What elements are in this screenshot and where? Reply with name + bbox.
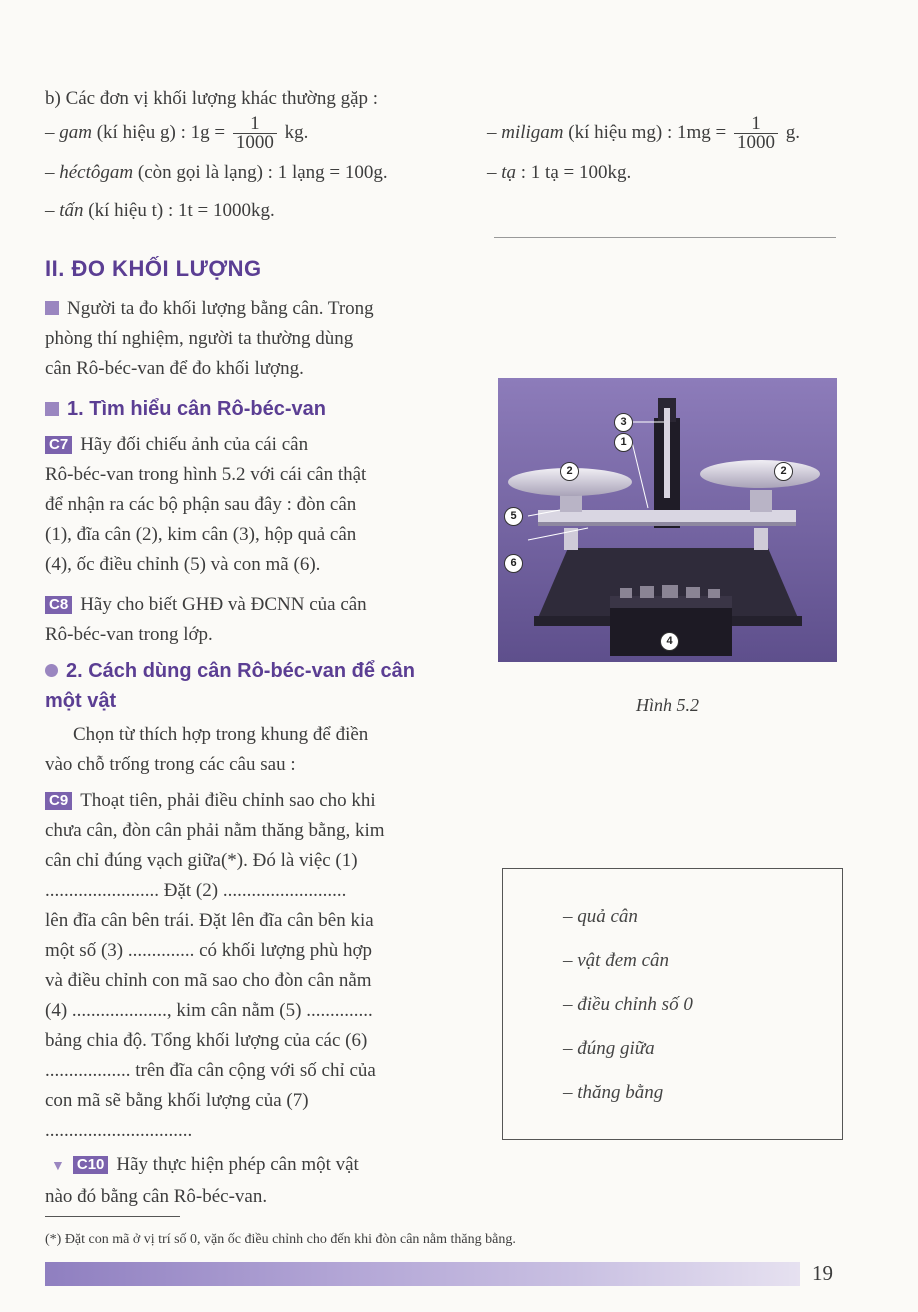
page-number: 19	[812, 1261, 833, 1285]
triangle-bullet-icon: ▼	[51, 1159, 65, 1174]
question-c8: C8 Hãy cho biết GHĐ và ĐCNN của cân Rô-béc-van trong lớp.	[45, 594, 367, 645]
c10-tag: C10	[73, 1156, 109, 1174]
bottom-band	[45, 1262, 800, 1286]
section-intro: Người ta đo khối lượng bằng cân. Trong phòng thí nghiệm, người ta thường dùng cân Rô-béc-van để đo khối lượng.	[45, 298, 374, 379]
callout-6: 6	[504, 554, 523, 573]
square-bullet-icon	[45, 301, 59, 315]
unit-ta: – tạ : 1 tạ = 100kg.	[487, 162, 632, 183]
unit-name: tấn	[59, 200, 84, 221]
word-item: – thăng bằng	[563, 1082, 664, 1103]
word-item: – điều chỉnh số 0	[563, 994, 693, 1015]
divider	[494, 237, 836, 238]
word-item: – quả cân	[563, 906, 638, 927]
fill-instructions: Chọn từ thích hợp trong khung để điền vào chỗ trống trong các câu sau :	[45, 724, 369, 775]
subsection-1-title: 1. Tìm hiểu cân Rô-béc-van	[45, 398, 326, 421]
question-c7: C7 Hãy đối chiếu ảnh của cái cân Rô-béc-van trong hình 5.2 với cái cân thật để nhận ra các bộ phận sau đây : đòn cân (1), đĩa cân (2), kim cân (3), hộp quả cân (4), ốc điều chỉnh (5) và con mã (6).	[45, 434, 367, 575]
callout-3: 3	[614, 413, 633, 432]
unit-hectogam: – héctôgam (còn gọi là lạng) : 1 lạng = 100g.	[45, 162, 388, 183]
section-title: II. ĐO KHỐI LƯỢNG	[45, 256, 262, 281]
unit-gam: – gam (kí hiệu g) : 1g = $\frac{1}{1000}$ kg.	[45, 113, 309, 154]
unit-name: gam	[59, 122, 92, 143]
question-c9: C9 Thoạt tiên, phải điều chỉnh sao cho khi chưa cân, đòn cân phải nằm thăng bằng, kim cân chỉ đúng vạch giữa(*). Đó là việc (1) ........................ Đặt (2) .......................... lên đĩa cân bên trái. Đặt lên đĩa cân bên kia một số (3) .............. có khối lượng phù hợp và điều chỉnh con mã sao cho đòn cân nằm (4) ...................., kim cân nằm (5) .............. bảng chia độ. Tổng khối lượng của các (6) .................. trên đĩa cân cộng với số chỉ của con mã sẽ bằng khối lượng của (7) ...............................	[45, 790, 385, 1141]
footnote-rule	[45, 1216, 180, 1217]
fraction: $\frac{1}{1000}$	[734, 115, 778, 152]
balance-photo	[498, 378, 837, 662]
fraction: $\frac{1}{1000}$	[233, 115, 277, 152]
callout-2-right: 2	[774, 462, 793, 481]
unit-name: tạ	[501, 162, 517, 183]
callout-1: 1	[614, 433, 633, 452]
units-intro: b) Các đơn vị khối lượng khác thường gặp :	[45, 88, 379, 109]
roberval-balance-illustration	[498, 378, 837, 662]
callout-2-left: 2	[560, 462, 579, 481]
c9-tag: C9	[45, 792, 72, 810]
unit-tan: – tấn (kí hiệu t) : 1t = 1000kg.	[45, 200, 275, 221]
word-box	[502, 868, 843, 1140]
callout-4: 4	[660, 632, 679, 651]
word-item: – đúng giữa	[563, 1038, 655, 1059]
unit-miligam: – miligam (kí hiệu mg) : 1mg = $\frac{1}{1000}$ g.	[487, 113, 800, 154]
callout-5: 5	[504, 507, 523, 526]
figure-caption: Hình 5.2	[636, 695, 699, 715]
square-bullet-icon	[45, 402, 59, 416]
footnote: (*) Đặt con mã ở vị trí số 0, vặn ốc điều chỉnh cho đến khi đòn cân nằm thăng bằng.	[45, 1232, 516, 1247]
c7-tag: C7	[45, 436, 72, 454]
c8-tag: C8	[45, 596, 72, 614]
circle-bullet-icon	[45, 664, 58, 677]
unit-name: héctôgam	[59, 162, 134, 183]
unit-name: miligam	[501, 122, 564, 143]
word-item: – vật đem cân	[563, 950, 670, 971]
question-c10: ▼ C10 Hãy thực hiện phép cân một vật nào đó bằng cân Rô-béc-van.	[45, 1154, 359, 1207]
subsection-2-title: 2. Cách dùng cân Rô-béc-van để cân một vật	[45, 660, 415, 712]
